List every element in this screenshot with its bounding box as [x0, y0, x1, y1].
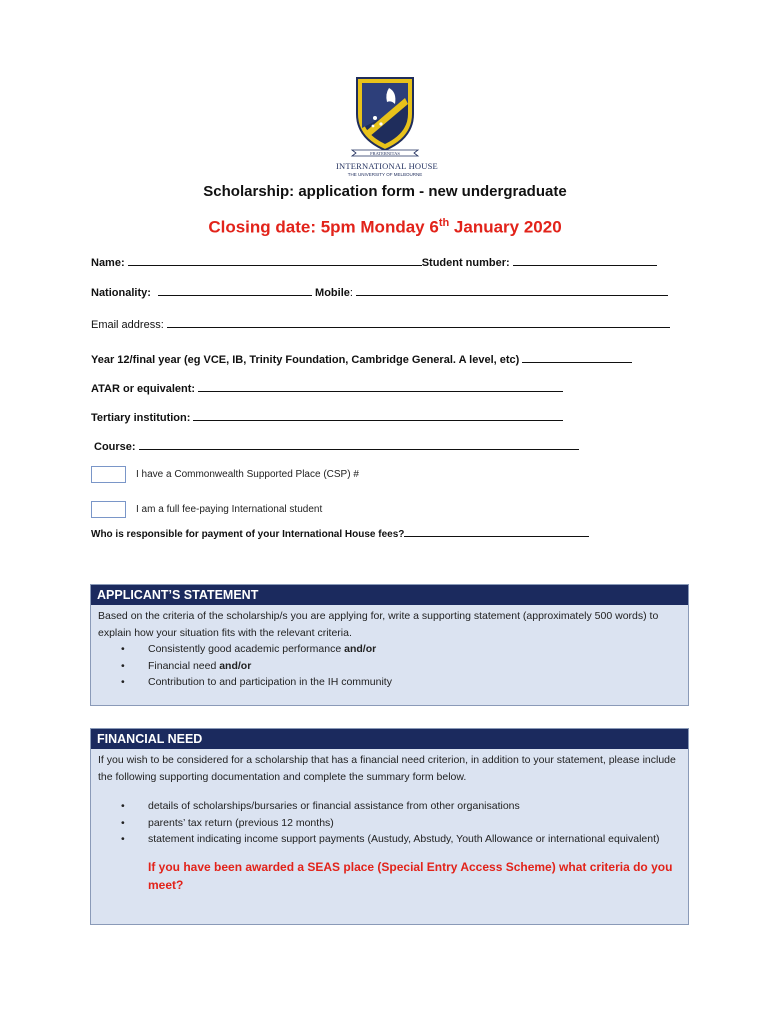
tertiary-row [91, 410, 563, 425]
crest-icon [353, 74, 417, 152]
logo-university: THE UNIVERSITY OF MELBOURNE [347, 171, 423, 177]
atar-field[interactable] [198, 381, 563, 392]
form-title: Scholarship: application form - new undergraduate [203, 183, 567, 200]
nationality-label: Nationality: [91, 287, 151, 299]
csp-checkbox[interactable] [91, 466, 126, 483]
course-label: Course: [94, 441, 136, 453]
atar-row [91, 381, 563, 396]
year12-label: Year 12/final year (eg VCE, IB, Trinity Foundation, Cambridge General. A level, etc) [91, 354, 520, 366]
student-number-label: Student number: [421, 257, 510, 269]
institution-logo [336, 74, 438, 180]
csp-label: I have a Commonwealth Supported Place (CSP) # [136, 469, 359, 481]
email-row [91, 317, 670, 332]
nationality-field[interactable] [158, 285, 312, 296]
payment-row [91, 527, 589, 542]
criteria-list [121, 641, 681, 691]
logo-org-name: INTERNATIONAL HOUSE [336, 161, 438, 171]
list-item: • statement indicating income support payments (Austudy, Abstudy, Youth Allowance or international equivalent) [121, 831, 681, 848]
list-item: • details of scholarships/bursaries or financial assistance from other organisations [121, 798, 681, 815]
closing-date: Closing date: 5pm Monday 6th January 2020 [208, 217, 562, 237]
name-row [91, 255, 657, 270]
applicant-statement-intro: Based on the criteria of the scholarship/s you are applying for, write a supporting statement (approximately 500 words) to explain how your situation fits with the relevant criteria. [98, 610, 659, 639]
year12-field[interactable] [522, 352, 632, 363]
email-field[interactable] [167, 317, 670, 328]
csp-option [91, 466, 359, 483]
course-field[interactable] [139, 439, 579, 450]
international-option [91, 501, 322, 518]
applicant-statement-section [90, 584, 689, 706]
list-item: • parents’ tax return (previous 12 months) [121, 815, 681, 832]
international-label: I am a full fee-paying International student [136, 504, 323, 516]
tertiary-label: Tertiary institution: [91, 412, 191, 424]
financial-need-section [90, 728, 689, 925]
international-checkbox[interactable] [91, 501, 126, 518]
student-number-field[interactable] [513, 255, 657, 266]
list-item: • Financial need and/or [121, 658, 681, 675]
list-item: • Contribution to and participation in the IH community [121, 674, 681, 691]
email-label: Email address: [91, 319, 164, 331]
year12-row [91, 352, 632, 367]
mobile-field[interactable] [356, 285, 668, 296]
payment-label: Who is responsible for payment of your International House fees? [91, 529, 405, 540]
atar-label: ATAR or equivalent: [91, 383, 196, 395]
name-label: Name: [91, 257, 125, 269]
nationality-row: Nationality: Mobile: [91, 285, 668, 300]
motto-text: FRATERNITAS [370, 151, 400, 156]
financial-need-heading: FINANCIAL NEED [91, 729, 688, 749]
tertiary-field[interactable] [193, 410, 563, 421]
list-item: • Consistently good academic performance and/or [121, 641, 681, 658]
applicant-statement-heading: APPLICANT’S STATEMENT [91, 585, 688, 605]
documentation-list [121, 798, 681, 848]
financial-need-intro: If you wish to be considered for a scholarship that has a financial need criterion, in addition to your statement, please include the following supporting documentation and complete the summary form below. [98, 754, 676, 783]
mobile-label: Mobile [315, 287, 350, 299]
course-row [94, 439, 579, 454]
payment-field[interactable] [404, 527, 589, 537]
name-field[interactable] [128, 255, 422, 266]
seas-question: If you have been awarded a SEAS place (Special Entry Access Scheme) what criteria do you meet? [148, 859, 673, 892]
